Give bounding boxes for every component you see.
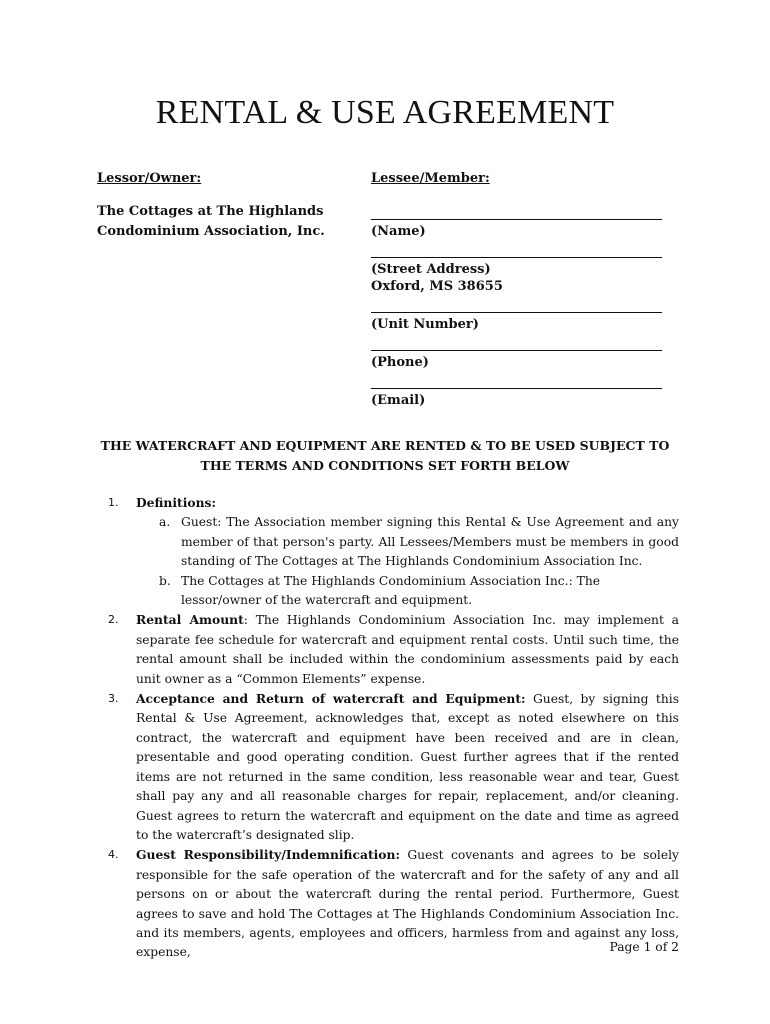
street-blank-line[interactable] (371, 240, 662, 258)
sub-item (0, 572, 770, 611)
lessor-name-line1: The Cottages at The Highlands (97, 204, 324, 219)
sub-item-text: The Cottages at The Highlands Condominium Association Inc.: The lessor/owner of the watercraft and equipment. (181, 573, 601, 608)
sub-item-letter: b. (159, 573, 171, 588)
street-label: (Street Address) (371, 262, 491, 277)
terms-heading-line1: THE WATERCRAFT AND EQUIPMENT ARE RENTED & TO BE USED SUBJECT TO (100, 438, 670, 453)
item-number: 1. (108, 496, 119, 509)
item-number: 2. (108, 613, 119, 627)
lessee-email-field (371, 371, 671, 409)
lessor-heading: Lessor/Owner: (97, 171, 202, 186)
lessee-block (371, 170, 671, 409)
unit-label: (Unit Number) (371, 317, 479, 332)
terms-list (0, 493, 770, 963)
city-state-zip: Oxford, MS 38655 (371, 279, 503, 294)
lessee-heading: Lessee/Member: (371, 171, 490, 186)
item-text: Guest covenants and agrees to be solely responsible for the safe operation of the watercraft and for the safety of any and all persons on or about the watercraft during the rental period. Furthermore, Guest agrees to save and hold The Cottages at The Highlands Condominium Association Inc. and its members, agents, employees and officers, harmless from and against any loss, expense, (136, 848, 679, 960)
list-item (0, 610, 770, 689)
lessee-street-field (371, 240, 671, 295)
item-text: : The Highlands Condominium Association Inc. may implement a separate fee schedule for watercraft and equipment rental costs. Until such time, the rental amount shall be included within the condominium assessments paid by each unit owner as a “Common Elements” expense. (136, 613, 679, 686)
page-number: Page 1 of 2 (609, 940, 679, 954)
item-title: Acceptance and Return of watercraft and Equipment: (136, 691, 526, 707)
phone-label: (Phone) (371, 355, 429, 370)
item-title: Rental Amount (136, 612, 244, 628)
document-title: RENTAL & USE AGREEMENT (155, 94, 615, 131)
email-label: (Email) (371, 393, 426, 408)
email-blank-line[interactable] (371, 371, 662, 389)
lessee-unit-field (371, 295, 671, 333)
terms-heading (70, 436, 700, 476)
item-title: Definitions: (136, 495, 216, 510)
lessor-block (97, 170, 357, 242)
name-blank-line[interactable] (371, 202, 662, 220)
lessor-name-line2: Condominium Association, Inc. (97, 224, 325, 239)
terms-heading-line2: THE TERMS AND CONDITIONS SET FORTH BELOW (200, 458, 570, 473)
item-title: Guest Responsibility/Indemnification: (136, 847, 400, 863)
name-label: (Name) (371, 224, 426, 239)
lessee-phone-field (371, 333, 671, 371)
unit-blank-line[interactable] (371, 295, 662, 313)
sub-item-text: Guest: The Association member signing this Rental & Use Agreement and any member of that person's party. All Lessees/Members must be members in good standing of The Cottages at The Highlands Condominium Association Inc. (181, 515, 679, 569)
sub-item (0, 513, 770, 571)
list-item (0, 493, 770, 513)
lessee-name-field (371, 202, 671, 240)
item-text: Guest, by signing this Rental & Use Agreement, acknowledges that, except as noted elsewhere on this contract, the watercraft and equipment have been received and are in clean, presentable and good operating condition. Guest further agrees that if the rented items are not returned in the same condition, less reasonable wear and tear, Guest shall pay any and all reasonable charges for repair, replacement, and/or cleaning. Guest agrees to return the watercraft and equipment on the date and time as agreed to the watercraft’s designated slip. (136, 692, 679, 842)
sub-item-letter: a. (159, 515, 171, 530)
item-number: 4. (108, 848, 119, 862)
item-number: 3. (108, 692, 119, 706)
phone-blank-line[interactable] (371, 333, 662, 351)
list-item (0, 689, 770, 845)
